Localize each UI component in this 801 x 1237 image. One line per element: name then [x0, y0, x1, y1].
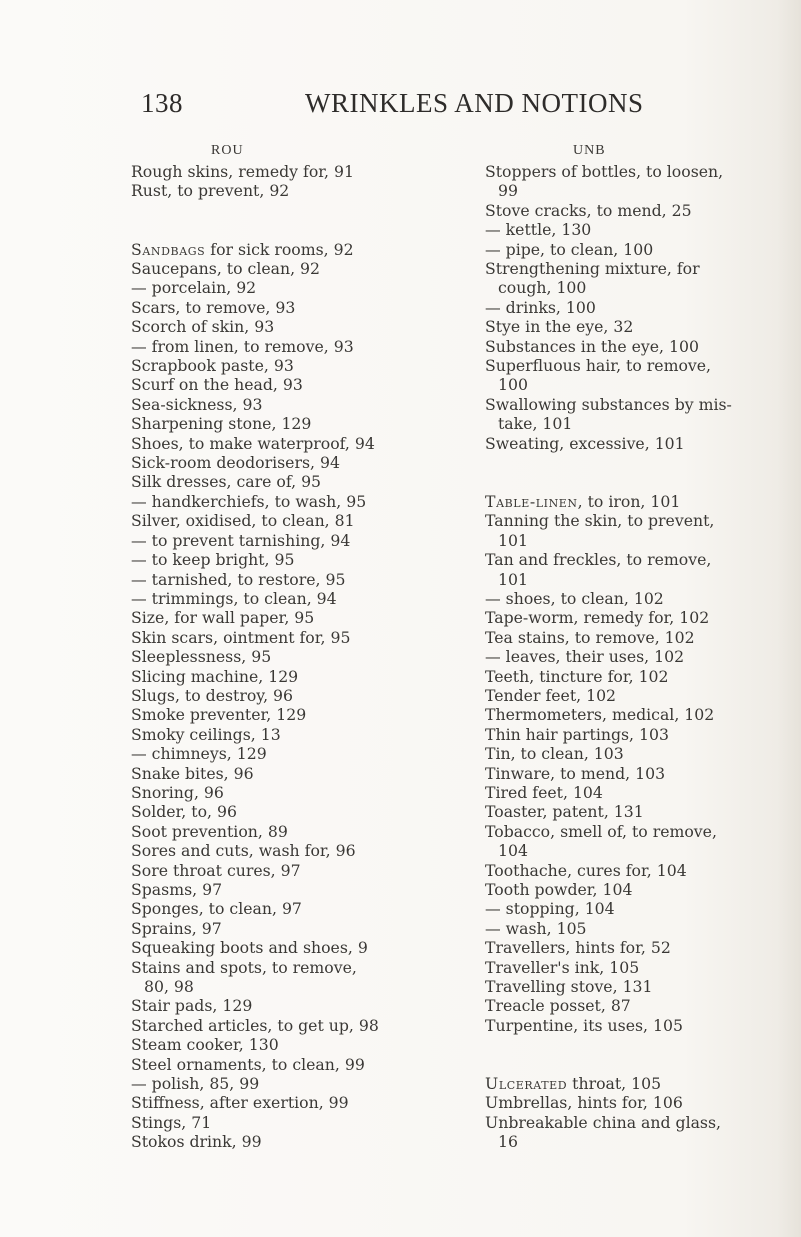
index-entry-text: Starched articles, to get up, 98 [131, 1015, 379, 1035]
index-entry [131, 453, 401, 472]
index-entry [131, 1055, 401, 1074]
index-entry-text: Tanning the skin, to prevent, [485, 511, 715, 531]
index-entry-text: 101 [498, 530, 528, 550]
index-entry-text: — trimmings, to clean, 94 [131, 588, 337, 608]
index-entry [485, 899, 785, 918]
index-entry-text: Steam cooker, 130 [131, 1035, 279, 1055]
index-entry-text: Tin, to clean, 103 [485, 744, 624, 764]
index-entry-text: — to keep bright, 95 [131, 550, 295, 570]
index-entry-text: Stoppers of bottles, to loosen, [485, 162, 724, 181]
index-entry [131, 725, 401, 744]
index-entry [131, 647, 401, 666]
index-entry [485, 259, 785, 278]
index-entry [485, 783, 785, 802]
index-entry [485, 492, 785, 511]
index-entry-text: Tired feet, 104 [485, 782, 603, 802]
index-entry [131, 492, 401, 511]
index-entries [131, 162, 401, 1152]
index-entry [485, 589, 785, 608]
index-entry [131, 705, 401, 724]
index-entry-text: 100 [498, 375, 528, 395]
index-entry [485, 298, 785, 317]
index-entry-text: Spasms, 97 [131, 880, 223, 900]
index-entry-text: Solder, to, 96 [131, 802, 237, 822]
index-entry [131, 162, 401, 181]
index-entry [131, 550, 401, 569]
section-lead-word: Table-linen [485, 491, 578, 511]
column-guide-word: ROU [211, 143, 244, 158]
index-entry-text: — shoes, to clean, 102 [485, 588, 664, 608]
index-entry-text: Stye in the eye, 32 [485, 317, 634, 337]
index-entry [131, 240, 401, 259]
index-entry-text: Stiffness, after exertion, 99 [131, 1093, 349, 1113]
index-entry-text: throat, 105 [567, 1074, 662, 1094]
index-entry [131, 589, 401, 608]
index-entry-text: Tea stains, to remove, 102 [485, 627, 695, 647]
index-entry [485, 608, 785, 627]
index-entry-text: Sweating, excessive, 101 [485, 433, 685, 453]
index-entry-text: Sores and cuts, wash for, 96 [131, 841, 356, 861]
index-entry-text: Tape-worm, remedy for, 102 [485, 608, 710, 628]
index-entry [131, 375, 401, 394]
index-column-left [131, 140, 401, 1152]
index-entry-continuation [485, 414, 785, 433]
index-entry [485, 511, 785, 530]
index-entry [485, 628, 785, 647]
index-entry-text: Tender feet, 102 [485, 685, 617, 705]
index-entry [131, 337, 401, 356]
index-entry-text: — kettle, 130 [485, 220, 592, 240]
section-spacer [131, 201, 401, 240]
index-entry-text: Slugs, to destroy, 96 [131, 685, 294, 705]
index-entry-text: 80, 98 [144, 977, 194, 997]
index-entry-continuation [485, 1132, 785, 1151]
index-entry-text: Stings, 71 [131, 1112, 212, 1132]
index-entry-continuation [485, 181, 785, 200]
index-entry-text: — chimneys, 129 [131, 744, 267, 764]
index-entry [485, 996, 785, 1015]
index-entry [131, 919, 401, 938]
index-entry-continuation [485, 375, 785, 394]
index-entry-text: for sick rooms, 92 [205, 239, 354, 259]
index-entry [131, 298, 401, 317]
index-entry-text: Steel ornaments, to clean, 99 [131, 1054, 365, 1074]
index-entry [131, 686, 401, 705]
index-entry [131, 802, 401, 821]
index-entry-text: Unbreakable china and glass, [485, 1112, 722, 1132]
index-entry-continuation [485, 278, 785, 297]
index-entry-text: Stains and spots, to remove, [131, 957, 357, 977]
index-entry-continuation [485, 570, 785, 589]
index-entry [485, 395, 785, 414]
section-lead-word: Ulcerated [485, 1074, 568, 1094]
index-entry-text: — wash, 105 [485, 918, 587, 938]
index-entry-text: — polish, 85, 99 [131, 1074, 260, 1094]
index-entry-text: Sprains, 97 [131, 918, 222, 938]
index-entry-text: Toaster, patent, 131 [485, 802, 644, 822]
index-entry [485, 647, 785, 666]
index-entry-continuation [131, 977, 401, 996]
index-entry [485, 356, 785, 375]
index-entry-text: Teeth, tincture for, 102 [485, 666, 669, 686]
index-entry-text: Travellers, hints for, 52 [485, 938, 671, 958]
index-entry-text: Sea-sickness, 93 [131, 394, 263, 414]
index-entry [485, 1016, 785, 1035]
index-entry-text: Tooth powder, 104 [485, 880, 633, 900]
index-entry [485, 861, 785, 880]
index-entry [131, 181, 401, 200]
index-entry-text: Tan and freckles, to remove, [485, 550, 712, 570]
index-entry [131, 1074, 401, 1093]
index-entry-text: Sore throat cures, 97 [131, 860, 301, 880]
index-entry [131, 1016, 401, 1035]
index-entry [131, 628, 401, 647]
index-entry-text: Scrapbook paste, 93 [131, 356, 294, 376]
index-entry [131, 667, 401, 686]
index-entry [131, 1113, 401, 1132]
index-entry-text: Thermometers, medical, 102 [485, 705, 715, 725]
index-entry [131, 511, 401, 530]
index-entry-text: Swallowing substances by mis- [485, 394, 732, 414]
index-entry-text: Traveller's ink, 105 [485, 957, 640, 977]
section-spacer [485, 453, 785, 492]
index-entry [131, 764, 401, 783]
index-entry-text: Slicing machine, 129 [131, 666, 299, 686]
index-entry [485, 337, 785, 356]
index-entry [131, 938, 401, 957]
index-entry-text: 101 [498, 569, 528, 589]
index-entry [485, 744, 785, 763]
index-entry [131, 317, 401, 336]
index-column-right [485, 140, 785, 1152]
index-entry-text: — pipe, to clean, 100 [485, 239, 654, 259]
index-entry [485, 919, 785, 938]
index-entry-text: Stove cracks, to mend, 25 [485, 200, 692, 220]
index-entry-text: — stopping, 104 [485, 899, 615, 919]
index-entry-text: Rough skins, remedy for, 91 [131, 162, 354, 181]
running-title: WRINKLES AND NOTIONS [305, 88, 644, 118]
index-entry-text: , to iron, 101 [577, 491, 681, 511]
index-entry [131, 570, 401, 589]
column-guide-word: UNB [573, 143, 606, 158]
index-entry-text: Stokos drink, 99 [131, 1132, 262, 1152]
section-spacer [485, 1035, 785, 1074]
index-entry [485, 220, 785, 239]
index-entry-text: Snoring, 96 [131, 782, 224, 802]
index-entry-text: Strengthening mixture, for [485, 259, 700, 279]
index-entry-text: Sharpening stone, 129 [131, 414, 312, 434]
index-entry [131, 822, 401, 841]
index-entry [131, 1093, 401, 1112]
index-entry [131, 996, 401, 1015]
index-entry-text: Scorch of skin, 93 [131, 317, 275, 337]
index-entry-text: cough, 100 [498, 278, 587, 298]
index-entry [131, 1035, 401, 1054]
index-entry [131, 531, 401, 550]
index-entry-text: — leaves, their uses, 102 [485, 647, 685, 667]
index-entry-text: — to prevent tarnishing, 94 [131, 530, 351, 550]
index-entry [485, 201, 785, 220]
index-entry [485, 822, 785, 841]
index-entry-text: take, 101 [498, 414, 573, 434]
index-entry-text: Size, for wall paper, 95 [131, 608, 315, 628]
index-entry-text: Treacle posset, 87 [485, 996, 631, 1016]
index-entry [131, 783, 401, 802]
index-entry-text: Sick-room deodorisers, 94 [131, 453, 340, 473]
index-entry-text: Substances in the eye, 100 [485, 336, 699, 356]
index-entry [485, 802, 785, 821]
page-number: 138 [141, 88, 183, 118]
index-entry-text: — tarnished, to restore, 95 [131, 569, 346, 589]
index-entry [485, 162, 785, 181]
index-entry-text: Squeaking boots and shoes, 9 [131, 938, 368, 958]
index-entry-text: Thin hair partings, 103 [485, 724, 669, 744]
section-lead-word: Sandbags [131, 239, 206, 259]
index-entry [131, 278, 401, 297]
index-entry [131, 841, 401, 860]
index-entry-text: Tinware, to mend, 103 [485, 763, 666, 783]
index-entry [131, 958, 401, 977]
index-entry-text: Sleeplessness, 95 [131, 647, 272, 667]
index-entry-continuation [485, 531, 785, 550]
index-entries [485, 162, 785, 1152]
index-entry [485, 550, 785, 569]
index-entry [485, 938, 785, 957]
index-entry-text: Rust, to prevent, 92 [131, 181, 290, 201]
index-entry-text: Superfluous hair, to remove, [485, 356, 712, 376]
index-entry-text: Stair pads, 129 [131, 996, 253, 1016]
index-entry-text: Travelling stove, 131 [485, 977, 653, 997]
index-entry-text: Soot prevention, 89 [131, 821, 288, 841]
index-entry [131, 861, 401, 880]
index-entry [485, 317, 785, 336]
index-entry-continuation [485, 841, 785, 860]
index-entry [131, 472, 401, 491]
index-entry-text: 99 [498, 181, 518, 201]
index-entry-text: Smoke preventer, 129 [131, 705, 307, 725]
index-entry-text: — handkerchiefs, to wash, 95 [131, 491, 367, 511]
page-header [0, 88, 801, 128]
index-entry-text: 104 [498, 841, 528, 861]
index-entry [131, 395, 401, 414]
index-entry-text: — porcelain, 92 [131, 278, 257, 298]
index-entry [485, 1113, 785, 1132]
index-entry [131, 608, 401, 627]
index-entry [131, 744, 401, 763]
index-entry [485, 764, 785, 783]
index-entry-text: Turpentine, its uses, 105 [485, 1015, 683, 1035]
index-entry [485, 725, 785, 744]
index-entry [485, 880, 785, 899]
index-entry-text: — from linen, to remove, 93 [131, 336, 354, 356]
index-entry [131, 356, 401, 375]
index-entry [131, 1132, 401, 1151]
index-entry [485, 705, 785, 724]
index-entry-text: Saucepans, to clean, 92 [131, 259, 321, 279]
index-entry [485, 240, 785, 259]
index-entry-text: Scars, to remove, 93 [131, 297, 296, 317]
index-entry [131, 259, 401, 278]
index-entry-text: Silk dresses, care of, 95 [131, 472, 322, 492]
index-entry-text: Snake bites, 96 [131, 763, 254, 783]
index-entry [131, 880, 401, 899]
index-entry-text: — drinks, 100 [485, 297, 596, 317]
index-entry-text: Skin scars, ointment for, 95 [131, 627, 351, 647]
index-entry-text: Sponges, to clean, 97 [131, 899, 302, 919]
index-entry-text: 16 [498, 1132, 518, 1152]
index-entry [485, 1093, 785, 1112]
index-entry [485, 958, 785, 977]
index-entry-text: Umbrellas, hints for, 106 [485, 1093, 683, 1113]
index-entry-text: Smoky ceilings, 13 [131, 724, 281, 744]
index-entry [131, 434, 401, 453]
index-entry [485, 1074, 785, 1093]
index-entry-text: Shoes, to make waterproof, 94 [131, 433, 375, 453]
index-entry [131, 414, 401, 433]
index-entry [485, 667, 785, 686]
index-entry-text: Tobacco, smell of, to remove, [485, 821, 717, 841]
index-entry-text: Silver, oxidised, to clean, 81 [131, 511, 355, 531]
index-entry [485, 977, 785, 996]
index-entry-text: Scurf on the head, 93 [131, 375, 303, 395]
index-entry [131, 899, 401, 918]
index-entry [485, 434, 785, 453]
index-entry [485, 686, 785, 705]
index-entry-text: Toothache, cures for, 104 [485, 860, 687, 880]
